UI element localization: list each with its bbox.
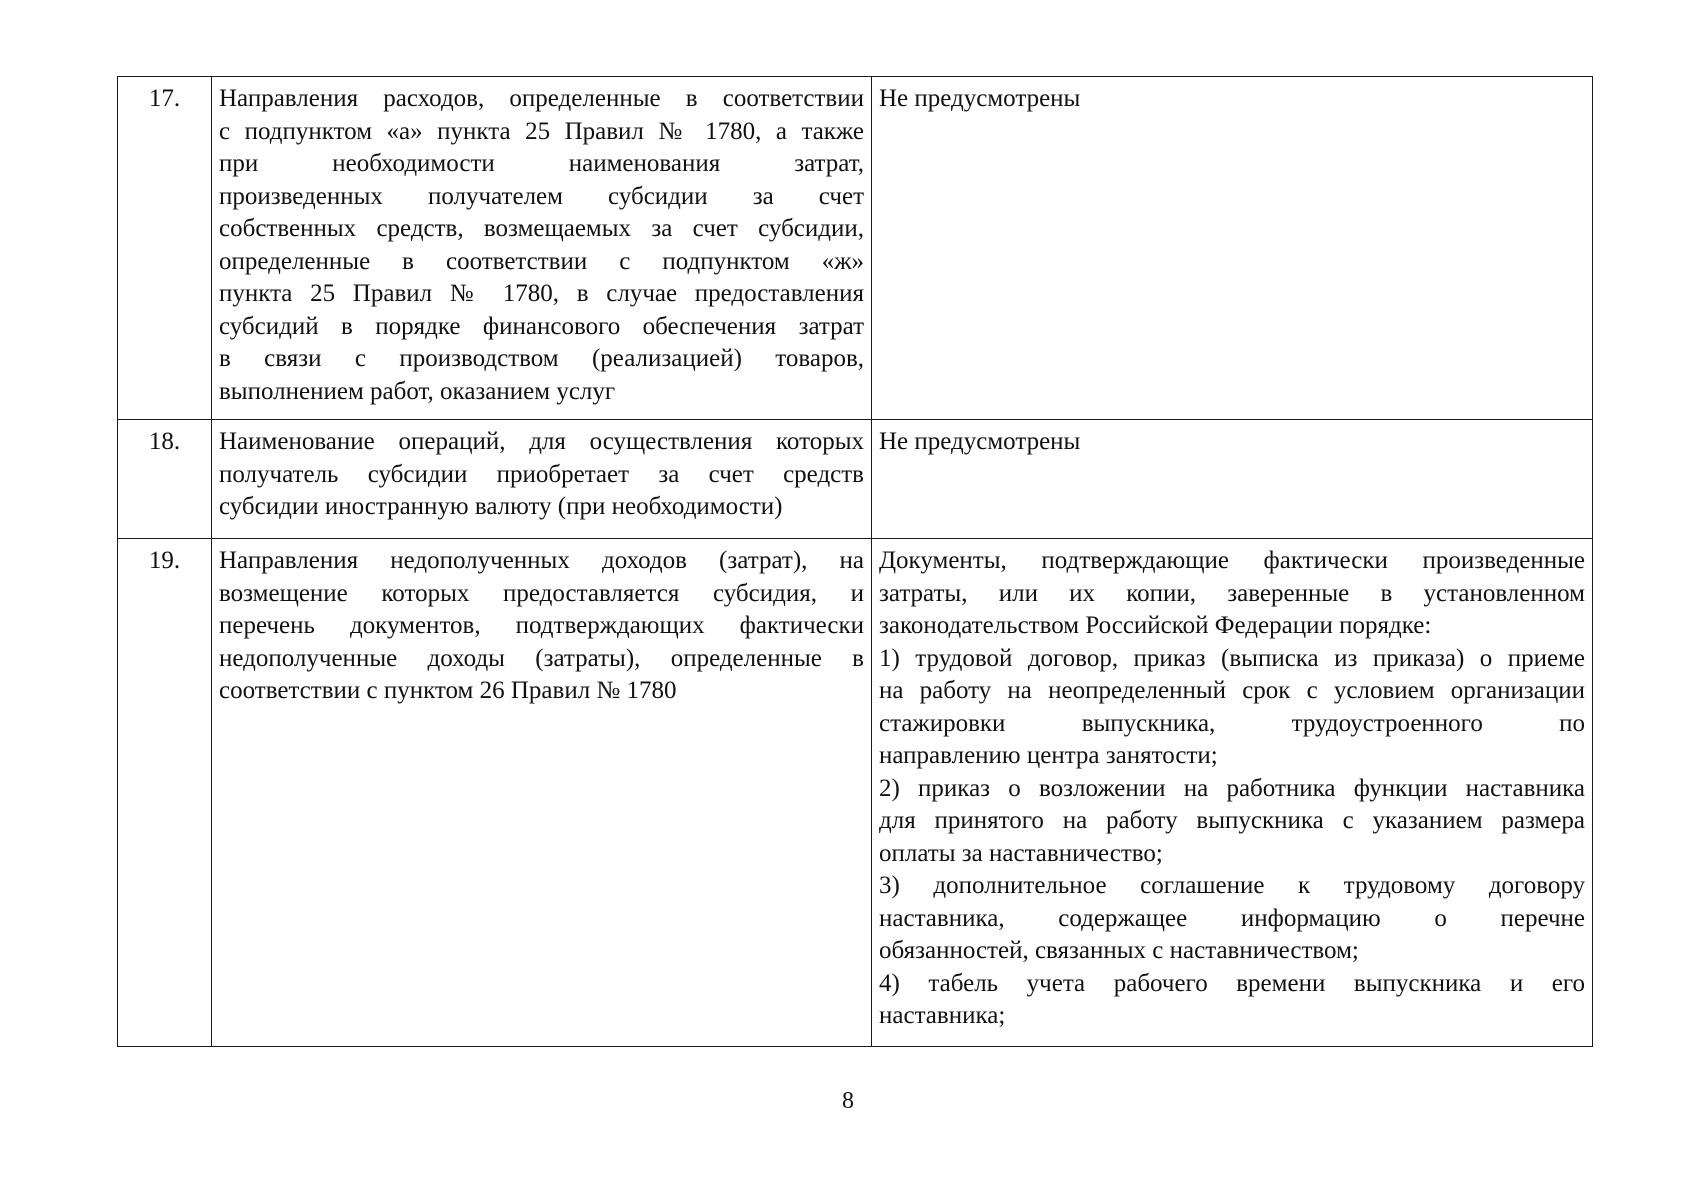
text-line: наставника, содержащее информацию о перечне bbox=[879, 904, 1585, 932]
row-number: 18. bbox=[118, 420, 212, 539]
row-value bbox=[872, 420, 1593, 539]
text-line: соответствии с пунктом 26 Правил № 1780 bbox=[219, 677, 677, 704]
text-line: 2) приказ о возложении на работника функции наставника bbox=[879, 774, 1585, 802]
row-value bbox=[872, 77, 1593, 420]
text-line: перечень документов, подтверждающих фактически bbox=[219, 612, 864, 639]
text-line: получатель субсидии приобретает за счет средств bbox=[219, 460, 864, 488]
row-description bbox=[212, 539, 872, 1047]
text-line: Не предусмотрены bbox=[879, 85, 1081, 112]
text-line: законодательством Российской Федерации порядке: bbox=[879, 612, 1432, 639]
text-line: Не предусмотрены bbox=[879, 428, 1081, 455]
table-row bbox=[118, 539, 1593, 1047]
text-line: 3) дополнительное соглашение к трудовому договору bbox=[879, 872, 1585, 899]
text-line: наставника; bbox=[879, 1002, 1006, 1029]
text-line: недополученные доходы (затраты), определенные в bbox=[219, 644, 864, 672]
text-line: обязанностей, связанных с наставничеством; bbox=[879, 937, 1359, 964]
table-row bbox=[118, 77, 1593, 420]
page-number: 8 bbox=[842, 1088, 854, 1114]
row-description bbox=[212, 77, 872, 420]
text-line: Направления расходов, определенные в соответствии bbox=[219, 85, 864, 112]
text-line: направлению центра занятости; bbox=[879, 742, 1218, 769]
row-description bbox=[212, 420, 872, 539]
text-line: Наименование операций, для осуществления которых bbox=[219, 428, 864, 455]
text-line: в связи с производством (реализацией) товаров, bbox=[219, 345, 864, 372]
text-line: с подпунктом «а» пункта 25 Правил № 1780, а также bbox=[219, 117, 864, 145]
text-line: определенные в соответствии с подпунктом «ж» bbox=[219, 247, 864, 275]
text-line: стажировки выпускника, трудоустроенного по bbox=[879, 709, 1585, 737]
text-line: Документы, подтверждающие фактически произведенные bbox=[879, 547, 1585, 574]
text-line: пункта 25 Правил № 1780, в случае предоставления bbox=[219, 280, 864, 307]
text-line: при необходимости наименования затрат, bbox=[219, 150, 864, 177]
text-line: затраты, или их копии, заверенные в установленном bbox=[879, 579, 1585, 607]
table-row bbox=[118, 420, 1593, 539]
text-line: 1) трудовой договор, приказ (выписка из приказа) о приеме bbox=[879, 644, 1585, 672]
row-value bbox=[872, 539, 1593, 1047]
text-line: оплаты за наставничество; bbox=[879, 839, 1163, 867]
text-line: 4) табель учета рабочего времени выпускника и его bbox=[879, 969, 1585, 997]
text-line: произведенных получателем субсидии за счет bbox=[219, 182, 864, 210]
text-line: субсидий в порядке финансового обеспечения затрат bbox=[219, 312, 864, 340]
document-table bbox=[117, 76, 1593, 1047]
row-number: 19. bbox=[118, 539, 212, 1047]
text-line: для принятого на работу выпускника с указанием размера bbox=[879, 807, 1585, 834]
text-line: собственных средств, возмещаемых за счет субсидии, bbox=[219, 215, 864, 242]
row-number: 17. bbox=[118, 77, 212, 420]
text-line: Направления недополученных доходов (затрат), на bbox=[219, 547, 864, 574]
text-line: возмещение которых предоставляется субсидия, и bbox=[219, 579, 864, 607]
text-line: выполнением работ, оказанием услуг bbox=[219, 377, 616, 405]
text-line: на работу на неопределенный срок с условием организации bbox=[879, 677, 1585, 704]
text-line: субсидии иностранную валюту (при необходимости) bbox=[219, 493, 783, 520]
